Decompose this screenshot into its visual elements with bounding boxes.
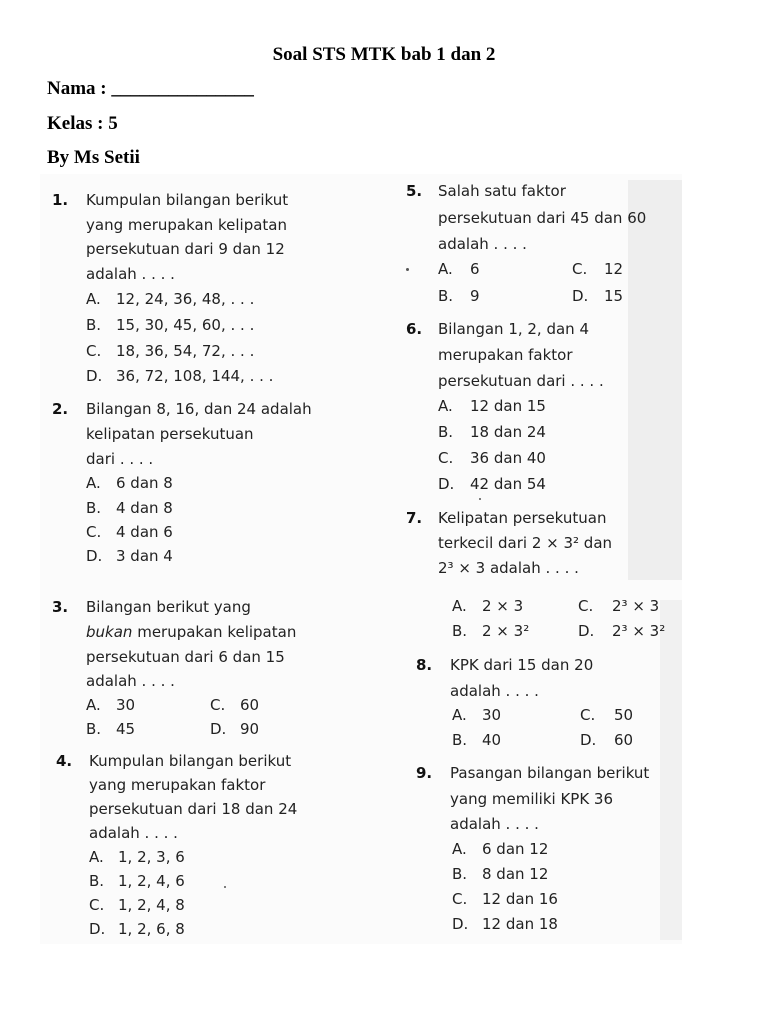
option-label: A.: [86, 290, 101, 308]
option-text: 3 dan 4: [116, 547, 173, 565]
question-text-line: Bilangan 8, 16, dan 24 adalah: [86, 400, 312, 418]
option-label: C.: [438, 449, 454, 467]
question-text-line: adalah . . . .: [86, 672, 175, 690]
question-number: 5.: [406, 182, 423, 200]
option-text: 2³ × 3²: [612, 622, 666, 640]
option-text: 90: [240, 720, 260, 738]
question-number: 8.: [416, 656, 433, 674]
option-text: 36 dan 40: [470, 449, 546, 467]
option-label: B.: [452, 865, 468, 883]
option-text: 2 × 3: [482, 597, 524, 615]
scan-speck: [406, 268, 409, 271]
option-text: 9: [470, 287, 480, 305]
option-label: D.: [438, 475, 455, 493]
question-text-line: Salah satu faktor: [438, 182, 566, 200]
scan-speck: [224, 886, 226, 888]
option-text: 4 dan 8: [116, 499, 173, 517]
option-text: 1, 2, 4, 6: [118, 872, 185, 890]
question-text-line: adalah . . . .: [89, 824, 178, 842]
option-text: 12 dan 16: [482, 890, 558, 908]
option-label: A.: [438, 397, 453, 415]
question-text-line: adalah . . . .: [86, 265, 175, 283]
option-label: D.: [572, 287, 589, 305]
option-label: B.: [438, 423, 454, 441]
emphasized-word: bukan: [86, 623, 133, 641]
option-text: 4 dan 6: [116, 523, 173, 541]
option-label: A.: [86, 474, 101, 492]
option-label: C.: [210, 696, 226, 714]
option-label: C.: [572, 260, 588, 278]
option-text: 8 dan 12: [482, 865, 549, 883]
option-label: B.: [452, 622, 468, 640]
option-text: 36, 72, 108, 144, . . .: [116, 367, 274, 385]
option-text: 6 dan 8: [116, 474, 173, 492]
option-text: 40: [482, 731, 502, 749]
option-text: 6: [470, 260, 480, 278]
question-text-line: [86, 623, 296, 641]
question-text-line: yang merupakan kelipatan: [86, 216, 287, 234]
question-text-line: terkecil dari 2 × 3² dan: [438, 534, 613, 552]
scan-shadow: [628, 180, 682, 580]
question-text-line: adalah . . . .: [450, 815, 539, 833]
question-text-line: kelipatan persekutuan: [86, 425, 254, 443]
scan-speck: [479, 498, 481, 500]
question-text-line: persekutuan dari 18 dan 24: [89, 800, 298, 818]
option-label: C.: [86, 523, 102, 541]
question-text-line: merupakan faktor: [438, 346, 573, 364]
class-label: Kelas : 5: [47, 113, 118, 134]
author-label: By Ms Setii: [47, 147, 140, 168]
option-text: 45: [116, 720, 136, 738]
question-number: 2.: [52, 400, 69, 418]
option-text: 18, 36, 54, 72, . . .: [116, 342, 255, 360]
option-label: D.: [89, 920, 106, 938]
option-label: B.: [86, 499, 102, 517]
question-number: 1.: [52, 191, 69, 209]
option-label: A.: [452, 840, 467, 858]
option-text: 18 dan 24: [470, 423, 546, 441]
option-label: C.: [452, 890, 468, 908]
option-label: C.: [580, 706, 596, 724]
option-text: 42 dan 54: [470, 475, 546, 493]
option-text: 12, 24, 36, 48, . . .: [116, 290, 255, 308]
option-text: 15, 30, 45, 60, . . .: [116, 316, 255, 334]
option-text: 2 × 3²: [482, 622, 530, 640]
option-label: B.: [86, 720, 102, 738]
document-title: Soal STS MTK bab 1 dan 2: [272, 44, 496, 65]
question-number: 4.: [56, 752, 73, 770]
question-text-line: yang merupakan faktor: [89, 776, 266, 794]
option-label: D.: [86, 367, 103, 385]
option-label: C.: [578, 597, 594, 615]
option-label: D.: [86, 547, 103, 565]
option-text: 60: [614, 731, 634, 749]
option-text: 12 dan 18: [482, 915, 558, 933]
option-label: A.: [452, 706, 467, 724]
question-number: 7.: [406, 509, 423, 527]
question-text-line: persekutuan dari . . . .: [438, 372, 604, 390]
question-number: 6.: [406, 320, 423, 338]
option-text: 2³ × 3: [612, 597, 660, 615]
option-label: A.: [438, 260, 453, 278]
option-label: B.: [89, 872, 105, 890]
question-text-line: yang memiliki KPK 36: [450, 790, 614, 808]
option-text: 50: [614, 706, 634, 724]
option-text: 12 dan 15: [470, 397, 546, 415]
option-text: 15: [604, 287, 624, 305]
option-label: D.: [580, 731, 597, 749]
scan-shadow: [660, 600, 682, 940]
question-text-line: Kumpulan bilangan berikut: [89, 752, 292, 770]
option-label: A.: [452, 597, 467, 615]
question-text-line: adalah . . . .: [450, 682, 539, 700]
question-text-line: 2³ × 3 adalah . . . .: [438, 559, 579, 577]
option-text: 1, 2, 4, 8: [118, 896, 185, 914]
option-label: A.: [89, 848, 104, 866]
question-text-line: Kelipatan persekutuan: [438, 509, 607, 527]
option-text: 6 dan 12: [482, 840, 549, 858]
question-number: 9.: [416, 764, 433, 782]
option-label: B.: [438, 287, 454, 305]
question-text-line: Kumpulan bilangan berikut: [86, 191, 289, 209]
option-label: C.: [86, 342, 102, 360]
option-label: D.: [578, 622, 595, 640]
option-label: B.: [452, 731, 468, 749]
question-text-line: Pasangan bilangan berikut: [450, 764, 650, 782]
option-label: A.: [86, 696, 101, 714]
option-text: 30: [482, 706, 502, 724]
question-text-line: Bilangan berikut yang: [86, 598, 251, 616]
option-text: 30: [116, 696, 136, 714]
question-text-line: persekutuan dari 9 dan 12: [86, 240, 285, 258]
question-text-line: KPK dari 15 dan 20: [450, 656, 594, 674]
question-text-line: persekutuan dari 6 dan 15: [86, 648, 285, 666]
option-label: C.: [89, 896, 105, 914]
question-text-line: Bilangan 1, 2, dan 4: [438, 320, 590, 338]
question-text-line: dari . . . .: [86, 450, 154, 468]
question-text-fragment: merupakan kelipatan: [137, 623, 297, 641]
option-text: 1, 2, 6, 8: [118, 920, 185, 938]
question-text-line: persekutuan dari 45 dan 60: [438, 209, 647, 227]
option-label: D.: [452, 915, 469, 933]
option-label: D.: [210, 720, 227, 738]
question-text-line: adalah . . . .: [438, 235, 527, 253]
option-text: 60: [240, 696, 260, 714]
question-number: 3.: [52, 598, 69, 616]
option-text: 12: [604, 260, 624, 278]
name-field-label: Nama : _______________: [47, 78, 254, 99]
option-label: B.: [86, 316, 102, 334]
option-text: 1, 2, 3, 6: [118, 848, 185, 866]
